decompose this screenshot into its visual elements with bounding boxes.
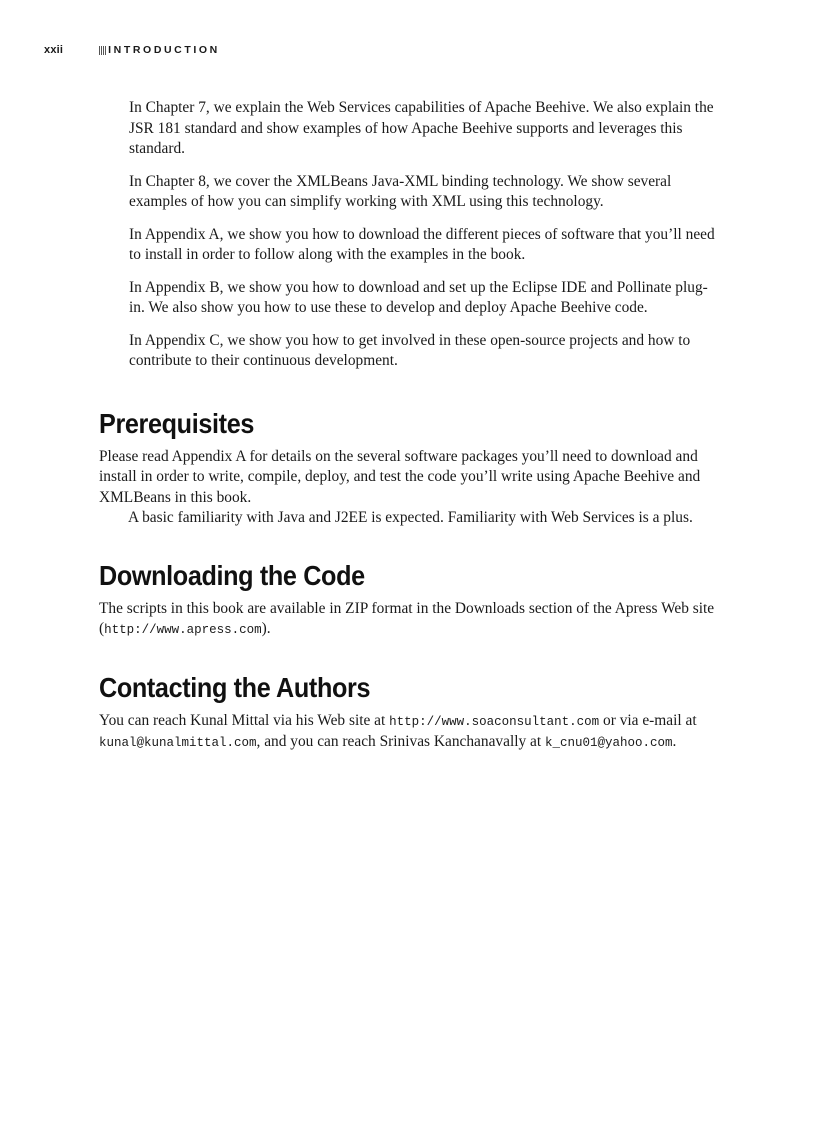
kunal-email-link[interactable]: kunal@kunalmittal.com <box>99 736 257 750</box>
contacting-heading: Contacting the Authors <box>99 671 371 703</box>
srinivas-email-link[interactable]: k_cnu01@yahoo.com <box>545 736 673 750</box>
familiarity-paragraph: A basic familiarity with Java and J2EE is expected. Familiarity with Web Services is a plus. <box>128 509 693 526</box>
prerequisites-heading: Prerequisites <box>99 407 255 439</box>
soaconsultant-link[interactable]: http://www.soaconsultant.com <box>389 714 600 729</box>
contacting-paragraph <box>99 711 719 754</box>
chapter-8-paragraph: In Chapter 8, we cover the XMLBeans Java-XML binding technology. We show several examples of how you can simplify working with XML using this technology. <box>129 172 672 210</box>
appendix-a-paragraph: In Appendix A, we show you how to download the different pieces of software that you’ll need to install in order to follow along with the examples in the book. <box>129 225 715 263</box>
page-number: xxii <box>44 44 64 56</box>
chapter-overview <box>99 98 719 372</box>
contact-text-3: , and you can reach Srinivas Kanchanavally at <box>256 733 545 750</box>
appendix-b-paragraph: In Appendix B, we show you how to download and set up the Eclipse IDE and Pollinate plug-in. We also show you how to use these to develop and deploy Apache Beehive code. <box>129 278 708 316</box>
contact-text-1: You can reach Kunal Mittal via his Web site at <box>99 711 390 729</box>
downloading-text: The scripts in this book are available in ZIP format in the Downloads section of the Apress Web site ( <box>99 599 715 637</box>
downloading-paragraph <box>99 599 719 641</box>
contact-text-4: . <box>672 733 677 750</box>
downloading-heading: Downloading the Code <box>99 559 365 591</box>
running-title: INTRODUCTION <box>108 44 220 56</box>
page-body <box>99 98 719 754</box>
apress-link[interactable]: http://www.apress.com <box>104 623 262 637</box>
prerequisites-paragraph: Please read Appendix A for details on the several software packages you’ll need to download and install in order to write, compile, deploy, and test the code you’ll write using Apache Beehive and XMLBeans in this book. <box>99 447 701 506</box>
running-header <box>44 43 220 57</box>
downloading-text-end: ). <box>261 620 271 637</box>
section-marker-icon <box>99 46 107 55</box>
chapter-7-paragraph: In Chapter 7, we explain the Web Services capabilities of Apache Beehive. We also explain the JSR 181 standard and show examples of how Apache Beehive supports and leverages this standard. <box>129 99 714 157</box>
appendix-c-paragraph: In Appendix C, we show you how to get involved in these open-source projects and how to contribute to their continuous development. <box>129 331 691 369</box>
contact-text-2: or via e-mail at <box>599 711 697 729</box>
